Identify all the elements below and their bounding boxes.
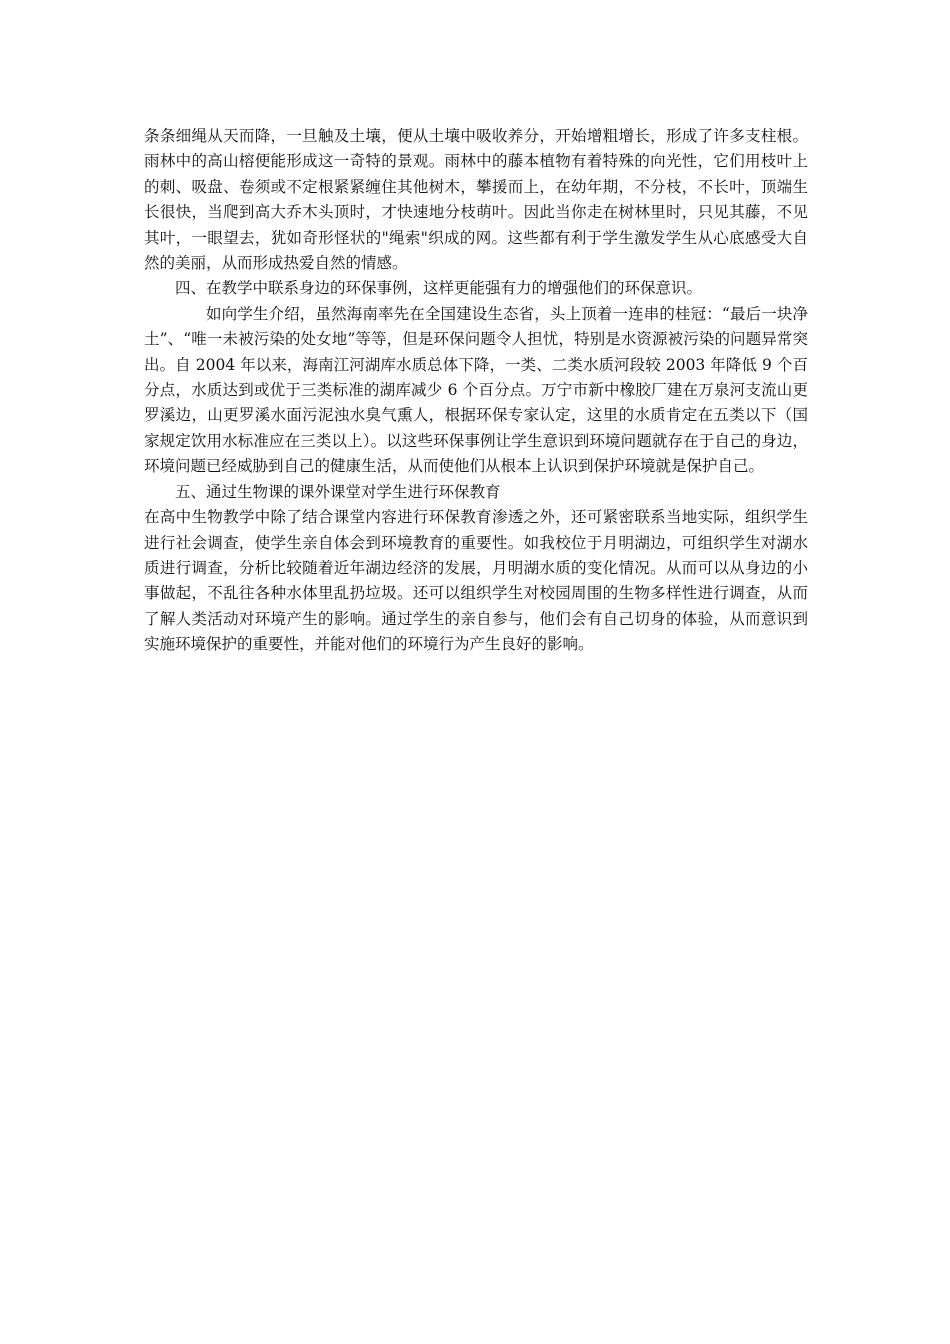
section-heading-four: 四、在教学中联系身边的环保事例，这样更能强有力的增强他们的环保意识。 [175,279,703,298]
section-heading-five: 五、通过生物课的课外课堂对学生进行环保教育 [175,482,501,501]
paragraph-hainan-water: 如向学生介绍，虽然海南率先在全国建设生态省，头上顶着一连串的桂冠：“最后一块净土”、“唯一未被污染的处女地”等等，但是环保问题令人担忧，特别是水资源被污染的问题异常突出。自 2004 年以来，海南江河湖库水质总体下降，一类、二类水质河段较 2003 年降低 9 个百分点，水质达到或优于三类标准的湖库减少 6 个百分点。万宁市新中橡胶厂建在万泉河支流山更罗溪边，山更罗溪水面污泥浊水臭气熏人，根据环保专家认定，这里的水质肯定在五类以下（国家规定饮用水标准应在三类以上）。以这些环保事例让学生意识到环境问题就存在于自己的身边，环境问题已经威胁到自己的健康生活，从而使他们从根本上认识到保护环境就是保护自己。 [144,304,808,476]
paragraph-rainforest: 条条细绳从天而降，一旦触及土壤，便从土壤中吸收养分，开始增粗增长，形成了许多支柱根。雨林中的高山榕便能形成这一奇特的景观。雨林中的藤本植物有着特殊的向光性，它们用枝叶上的刺、吸盘、卷须或不定根紧紧缠住其他树木，攀援而上，在幼年期，不分枝，不长叶，顶端生长很快，当爬到高大乔木头顶时，才快速地分枝萌叶。因此当你走在树林里时，只见其藤，不见其叶，一眼望去，犹如奇形怪状的"绳索"织成的网。这些都有利于学生激发学生从心底感受大自然的美丽，从而形成热爱自然的情感。 [144,127,808,273]
document-body [144,124,808,658]
paragraph-field-survey: 在高中生物教学中除了结合课堂内容进行环保教育渗透之外，还可紧密联系当地实际，组织学生进行社会调查，使学生亲自体会到环境教育的重要性。如我校位于月明湖边，可组织学生对湖水质进行调查，分析比较随着近年湖边经济的发展，月明湖水质的变化情况。从而可以从身边的小事做起，不乱往各种水体里乱扔垃圾。还可以组织学生对校园周围的生物多样性进行调查，从而了解人类活动对环境产生的影响。通过学生的亲自参与，他们会有自己切身的体验，从而意识到实施环境保护的重要性，并能对他们的环境行为产生良好的影响。 [144,508,808,654]
